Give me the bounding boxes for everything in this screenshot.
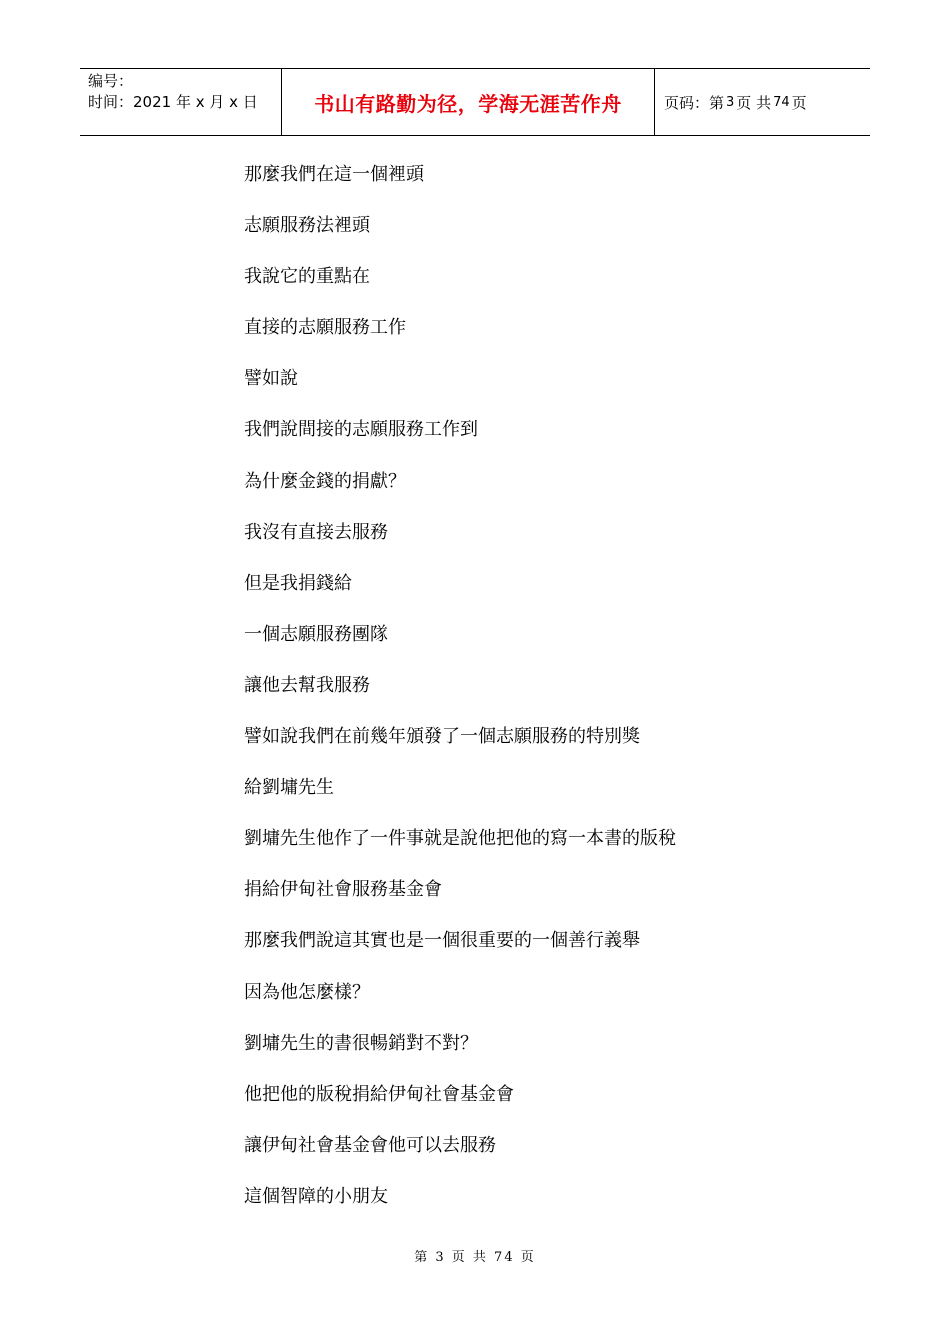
document-body: [244, 158, 676, 1231]
body-line: 那麼我們說這其實也是一個很重要的一個善行義舉: [244, 930, 640, 952]
body-line: 志願服務法裡頭: [244, 215, 370, 237]
body-line: 我說它的重點在: [244, 266, 370, 288]
body-line: 但是我捐錢給: [244, 572, 352, 594]
header-motto: 书山有路勤为径，学海无涯苦作舟: [281, 69, 655, 135]
body-line: 捐給伊甸社會服務基金會: [244, 879, 442, 901]
body-line: 我沒有直接去服務: [244, 521, 388, 543]
body-line: 這個智障的小朋友: [244, 1185, 388, 1207]
document-number-label: 编号：: [88, 72, 134, 90]
body-line: 那麼我們在這一個裡頭: [244, 164, 424, 185]
page-mid: 页 共: [736, 93, 772, 112]
header-page-info: [655, 69, 870, 135]
body-line: 劉墉先生的書很暢銷對不對？: [244, 1032, 478, 1054]
body-line: 讓他去幫我服務: [244, 674, 370, 696]
body-line: 劉墉先生他作了一件事就是說他把他的寫一本書的版稅: [244, 828, 676, 850]
body-line: 譬如說我們在前幾年頒發了一個志願服務的特別獎: [244, 726, 640, 748]
body-line: 直接的志願服務工作: [244, 317, 406, 339]
page-footer: 第 3 页 共 74 页: [414, 1250, 536, 1265]
body-line: 譬如說: [244, 368, 298, 390]
body-line: 為什麼金錢的捐獻？: [244, 470, 406, 492]
body-line: 他把他的版稅捐給伊甸社會基金會: [244, 1083, 514, 1105]
page-header: [80, 68, 870, 136]
body-line: 因為他怎麼樣？: [244, 981, 370, 1003]
document-time-label: 时间：2021 年 x 月 x 日: [88, 93, 258, 111]
page-current: 3: [726, 94, 735, 110]
body-line: 一個志願服務團隊: [244, 623, 388, 645]
header-meta: [80, 69, 281, 135]
page-suffix: 页: [791, 93, 807, 112]
body-line: 讓伊甸社會基金會他可以去服務: [244, 1134, 496, 1156]
page-prefix: 页码：第: [664, 93, 725, 112]
page-total: 74: [773, 94, 790, 110]
body-line: 給劉墉先生: [244, 777, 334, 799]
body-line: 我們說間接的志願服務工作到: [244, 419, 478, 441]
